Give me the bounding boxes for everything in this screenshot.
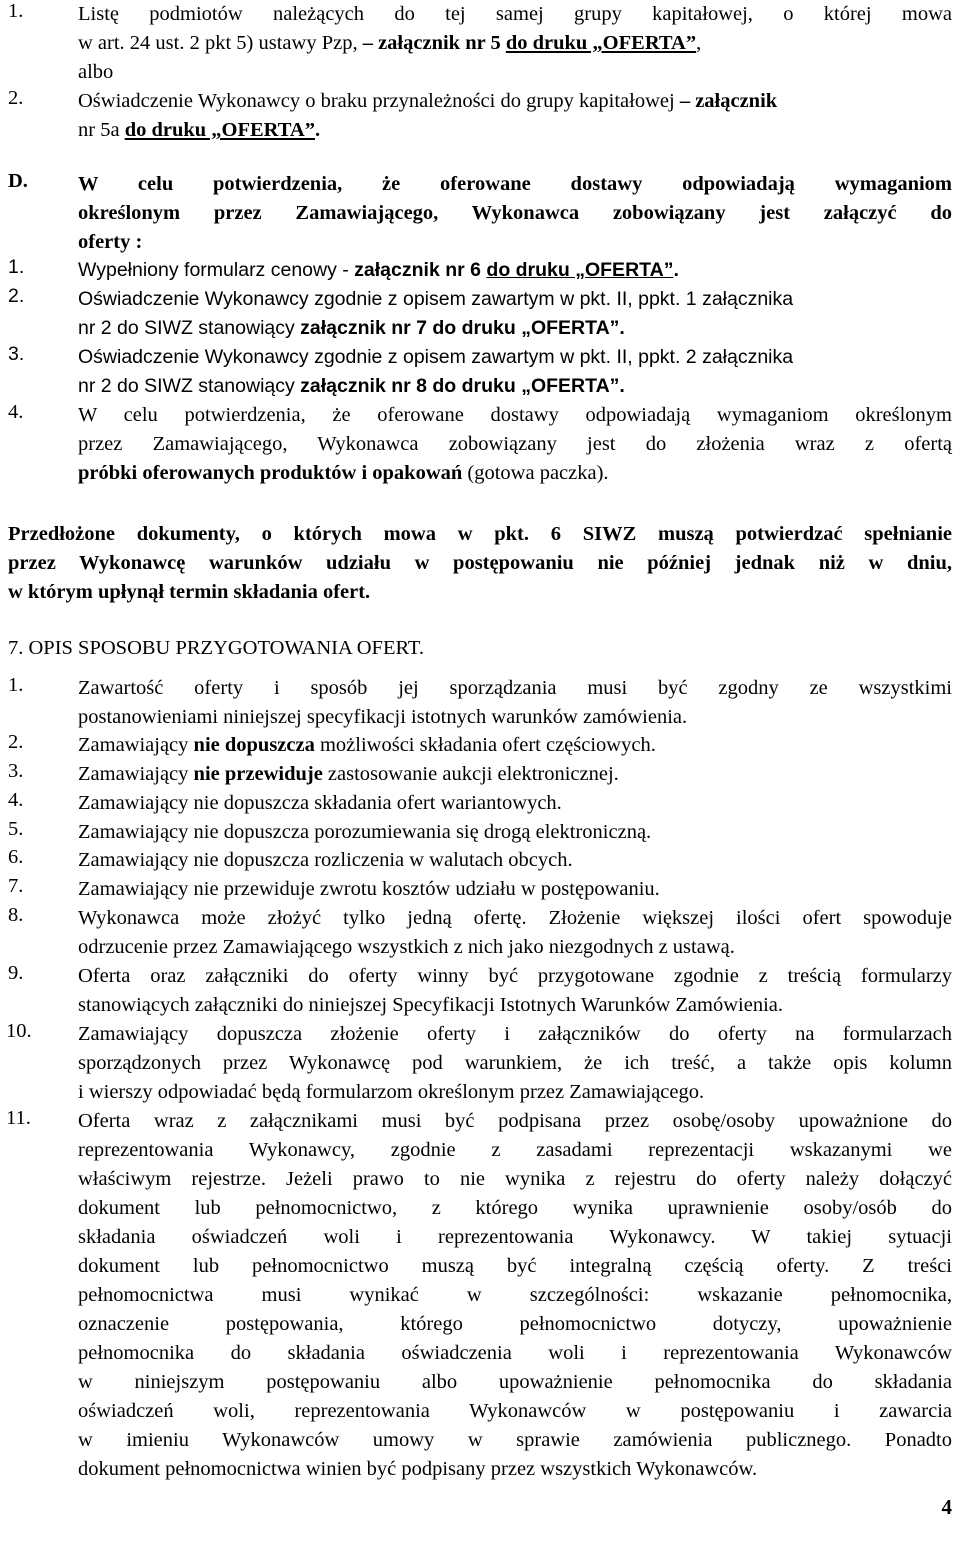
list-text-line: sporządzonych przez Wykonawcę pod warunkiem, że ich treść, a także opis kolumn	[78, 1052, 952, 1074]
list-number: 5.	[8, 818, 24, 840]
section-label: D.	[8, 170, 28, 192]
list-number: 6.	[8, 846, 24, 868]
list-text-line: Oferta wraz z załącznikami musi być podpisana przez osobę/osoby upoważnione do	[78, 1110, 952, 1132]
list-text-line: nr 2 do SIWZ stanowiący załącznik nr 7 do druku „OFERTA”.	[78, 317, 625, 339]
list-number: 4.	[8, 789, 24, 811]
list-text-line: Zamawiający nie dopuszcza porozumiewania się drogą elektroniczną.	[78, 821, 652, 843]
list-text-line: postanowieniami niniejszej specyfikacji istotnych warunków zamówienia.	[78, 706, 688, 728]
list-text-line: próbki oferowanych produktów i opakowań (gotowa paczka).	[78, 462, 609, 484]
list-text-line: Zamawiający nie przewiduje zastosowanie aukcji elektronicznej.	[78, 763, 619, 785]
list-text-line: oznaczenie postępowania, którego pełnomocnictwo dotyczy, upoważnienie	[78, 1313, 952, 1335]
list-number: 2.	[8, 87, 24, 109]
list-text-line: przez Zamawiającego, Wykonawca zobowiązany jest do złożenia wraz z ofertą	[78, 433, 952, 455]
list-text-line: składania oświadczeń woli i reprezentowania Wykonawcy. W takiej sytuacji	[78, 1226, 952, 1248]
list-text-line: właściwym rejestrze. Jeżeli prawo to nie wynika z rejestru do oferty należy dołączyć	[78, 1168, 952, 1190]
list-text-line: Oświadczenie Wykonawcy zgodnie z opisem zawartym w pkt. II, ppkt. 2 załącznika	[78, 346, 794, 368]
list-text-line: Zawartość oferty i sposób jej sporządzania musi być zgodny ze wszystkimi	[78, 677, 952, 699]
list-text-line: dokument lub pełnomocnictwo, z którego wynika uprawnienie osoby/osób do	[78, 1197, 952, 1219]
list-number: 8.	[8, 904, 24, 926]
section-title: 7. OPIS SPOSOBU PRZYGOTOWANIA OFERT.	[8, 637, 425, 659]
section-text-line: określonym przez Zamawiającego, Wykonawca zobowiązany jest załączyć do	[78, 202, 952, 224]
list-text-line: pełnomocnictwa musi wynikać w szczególności: wskazanie pełnomocnika,	[78, 1284, 952, 1306]
list-text-line: albo	[78, 61, 114, 83]
list-text-line: Oferta oraz załączniki do oferty winny być przygotowane zgodnie z treścią formularzy	[78, 965, 952, 987]
section-text-line: W celu potwierdzenia, że oferowane dostawy odpowiadają wymaganiom	[78, 173, 952, 195]
section-text-line: oferty :	[78, 231, 143, 253]
list-text-line: Oświadczenie Wykonawcy o braku przynależności do grupy kapitałowej – załącznik	[78, 90, 778, 112]
list-text-line: Zamawiający nie dopuszcza możliwości składania ofert częściowych.	[78, 734, 656, 756]
list-number: 3.	[8, 343, 25, 365]
list-number: 1.	[8, 0, 24, 22]
list-text-line: Wykonawca może złożyć tylko jedną ofertę. Złożenie większej ilości ofert spowoduje	[78, 907, 952, 929]
list-number: 2.	[8, 285, 25, 307]
list-text-line: W celu potwierdzenia, że oferowane dostawy odpowiadają wymaganiom określonym	[78, 404, 952, 426]
list-text-line: dokument pełnomocnictwa winien być podpisany przez wszystkich Wykonawców.	[78, 1458, 758, 1480]
list-number: 1.	[8, 256, 25, 278]
list-number: 1.	[8, 674, 24, 696]
page-number: 4	[941, 1495, 952, 1519]
list-text-line: Zamawiający nie przewiduje zwrotu kosztów udziału w postępowaniu.	[78, 878, 660, 900]
list-number: 11.	[6, 1107, 31, 1129]
list-text-line: dokument lub pełnomocnictwo muszą być integralną częścią oferty. Z treści	[78, 1255, 952, 1277]
list-text-line: w art. 24 ust. 2 pkt 5) ustawy Pzp, – załącznik nr 5 do druku „OFERTA”,	[78, 32, 702, 54]
list-number: 3.	[8, 760, 24, 782]
list-number: 7.	[8, 875, 24, 897]
list-text-line: Listę podmiotów należących do tej samej grupy kapitałowej, o której mowa	[78, 3, 952, 25]
list-text-line: Wypełniony formularz cenowy - załącznik nr 6 do druku „OFERTA”.	[78, 259, 679, 281]
list-text-line: pełnomocnika do składania oświadczenia woli i reprezentowania Wykonawców	[78, 1342, 952, 1364]
list-number: 4.	[8, 401, 24, 423]
list-text-line: Zamawiający dopuszcza złożenie oferty i załączników do oferty na formularzach	[78, 1023, 952, 1045]
list-text-line: i wierszy odpowiadać będą formularzom określonym przez Zamawiającego.	[78, 1081, 705, 1103]
notice-line: w którym upłynął termin składania ofert.	[8, 581, 371, 603]
list-text-line: w imieniu Wykonawców umowy w sprawie zamówienia publicznego. Ponadto	[78, 1429, 952, 1451]
list-text-line: odrzucenie przez Zamawiającego wszystkich z nich jako niezgodnych z ustawą.	[78, 936, 735, 958]
list-text-line: reprezentowania Wykonawcy, zgodnie z zasadami reprezentacji wskazanymi we	[78, 1139, 952, 1161]
list-text-line: nr 2 do SIWZ stanowiący załącznik nr 8 do druku „OFERTA”.	[78, 375, 625, 397]
list-text-line: Oświadczenie Wykonawcy zgodnie z opisem zawartym w pkt. II, ppkt. 1 załącznika	[78, 288, 794, 310]
list-text-line: w niniejszym postępowaniu albo upoważnienie pełnomocnika do składania	[78, 1371, 952, 1393]
list-number: 2.	[8, 731, 24, 753]
list-text-line: Zamawiający nie dopuszcza rozliczenia w walutach obcych.	[78, 849, 573, 871]
list-text-line: nr 5a do druku „OFERTA”.	[78, 119, 321, 141]
list-text-line: oświadczeń woli, reprezentowania Wykonawców w postępowaniu i zawarcia	[78, 1400, 952, 1422]
notice-line: Przedłożone dokumenty, o których mowa w pkt. 6 SIWZ muszą potwierdzać spełnianie	[8, 523, 952, 545]
list-number: 10.	[6, 1020, 32, 1042]
list-text-line: Zamawiający nie dopuszcza składania ofert wariantowych.	[78, 792, 562, 814]
notice-line: przez Wykonawcę warunków udziału w postępowaniu nie później jednak niż w dniu,	[8, 552, 952, 574]
list-text-line: stanowiących załączniki do niniejszej Specyfikacji Istotnych Warunków Zamówienia.	[78, 994, 783, 1016]
list-number: 9.	[8, 962, 24, 984]
